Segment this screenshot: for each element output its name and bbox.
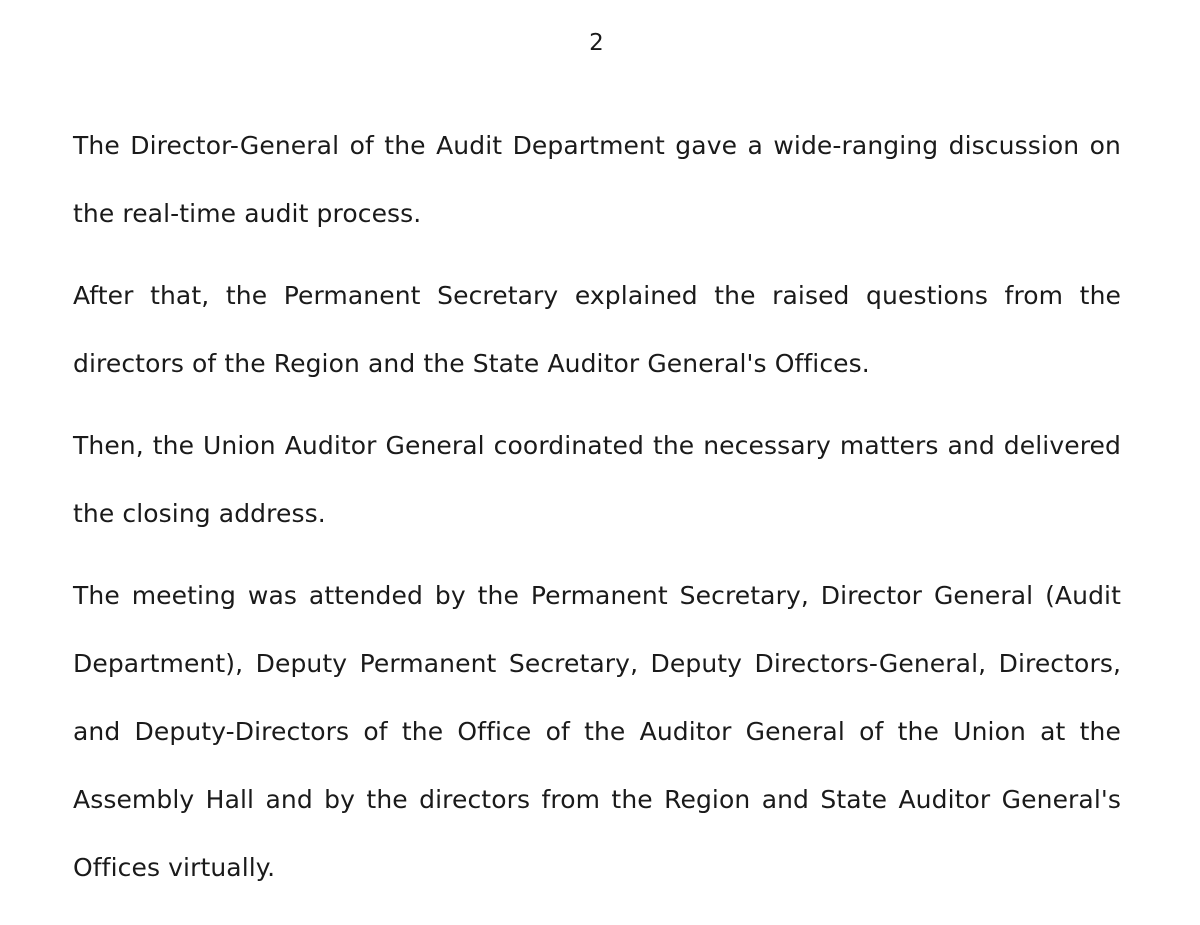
paragraph-permanent-secretary: After that, the Permanent Secretary explained the raised questions from the directors of the Region and the State Auditor General's Offices. bbox=[73, 281, 1121, 378]
document-body bbox=[73, 112, 1121, 916]
page-number: 2 bbox=[589, 30, 604, 56]
paragraph-closing-address: Then, the Union Auditor General coordinated the necessary matters and delivered the closing address. bbox=[73, 431, 1121, 528]
paragraph-audit-discussion: The Director-General of the Audit Department gave a wide-ranging discussion on the real-time audit process. bbox=[73, 131, 1121, 228]
paragraph-attendance: The meeting was attended by the Permanent Secretary, Director General (Audit Department), Deputy Permanent Secretary, Deputy Directors-General, Directors, and Deputy-Directors of the Office of the Auditor General of the Union at the Assembly Hall and by the directors from the Region and State Auditor General's Offices virtually. bbox=[73, 581, 1121, 882]
